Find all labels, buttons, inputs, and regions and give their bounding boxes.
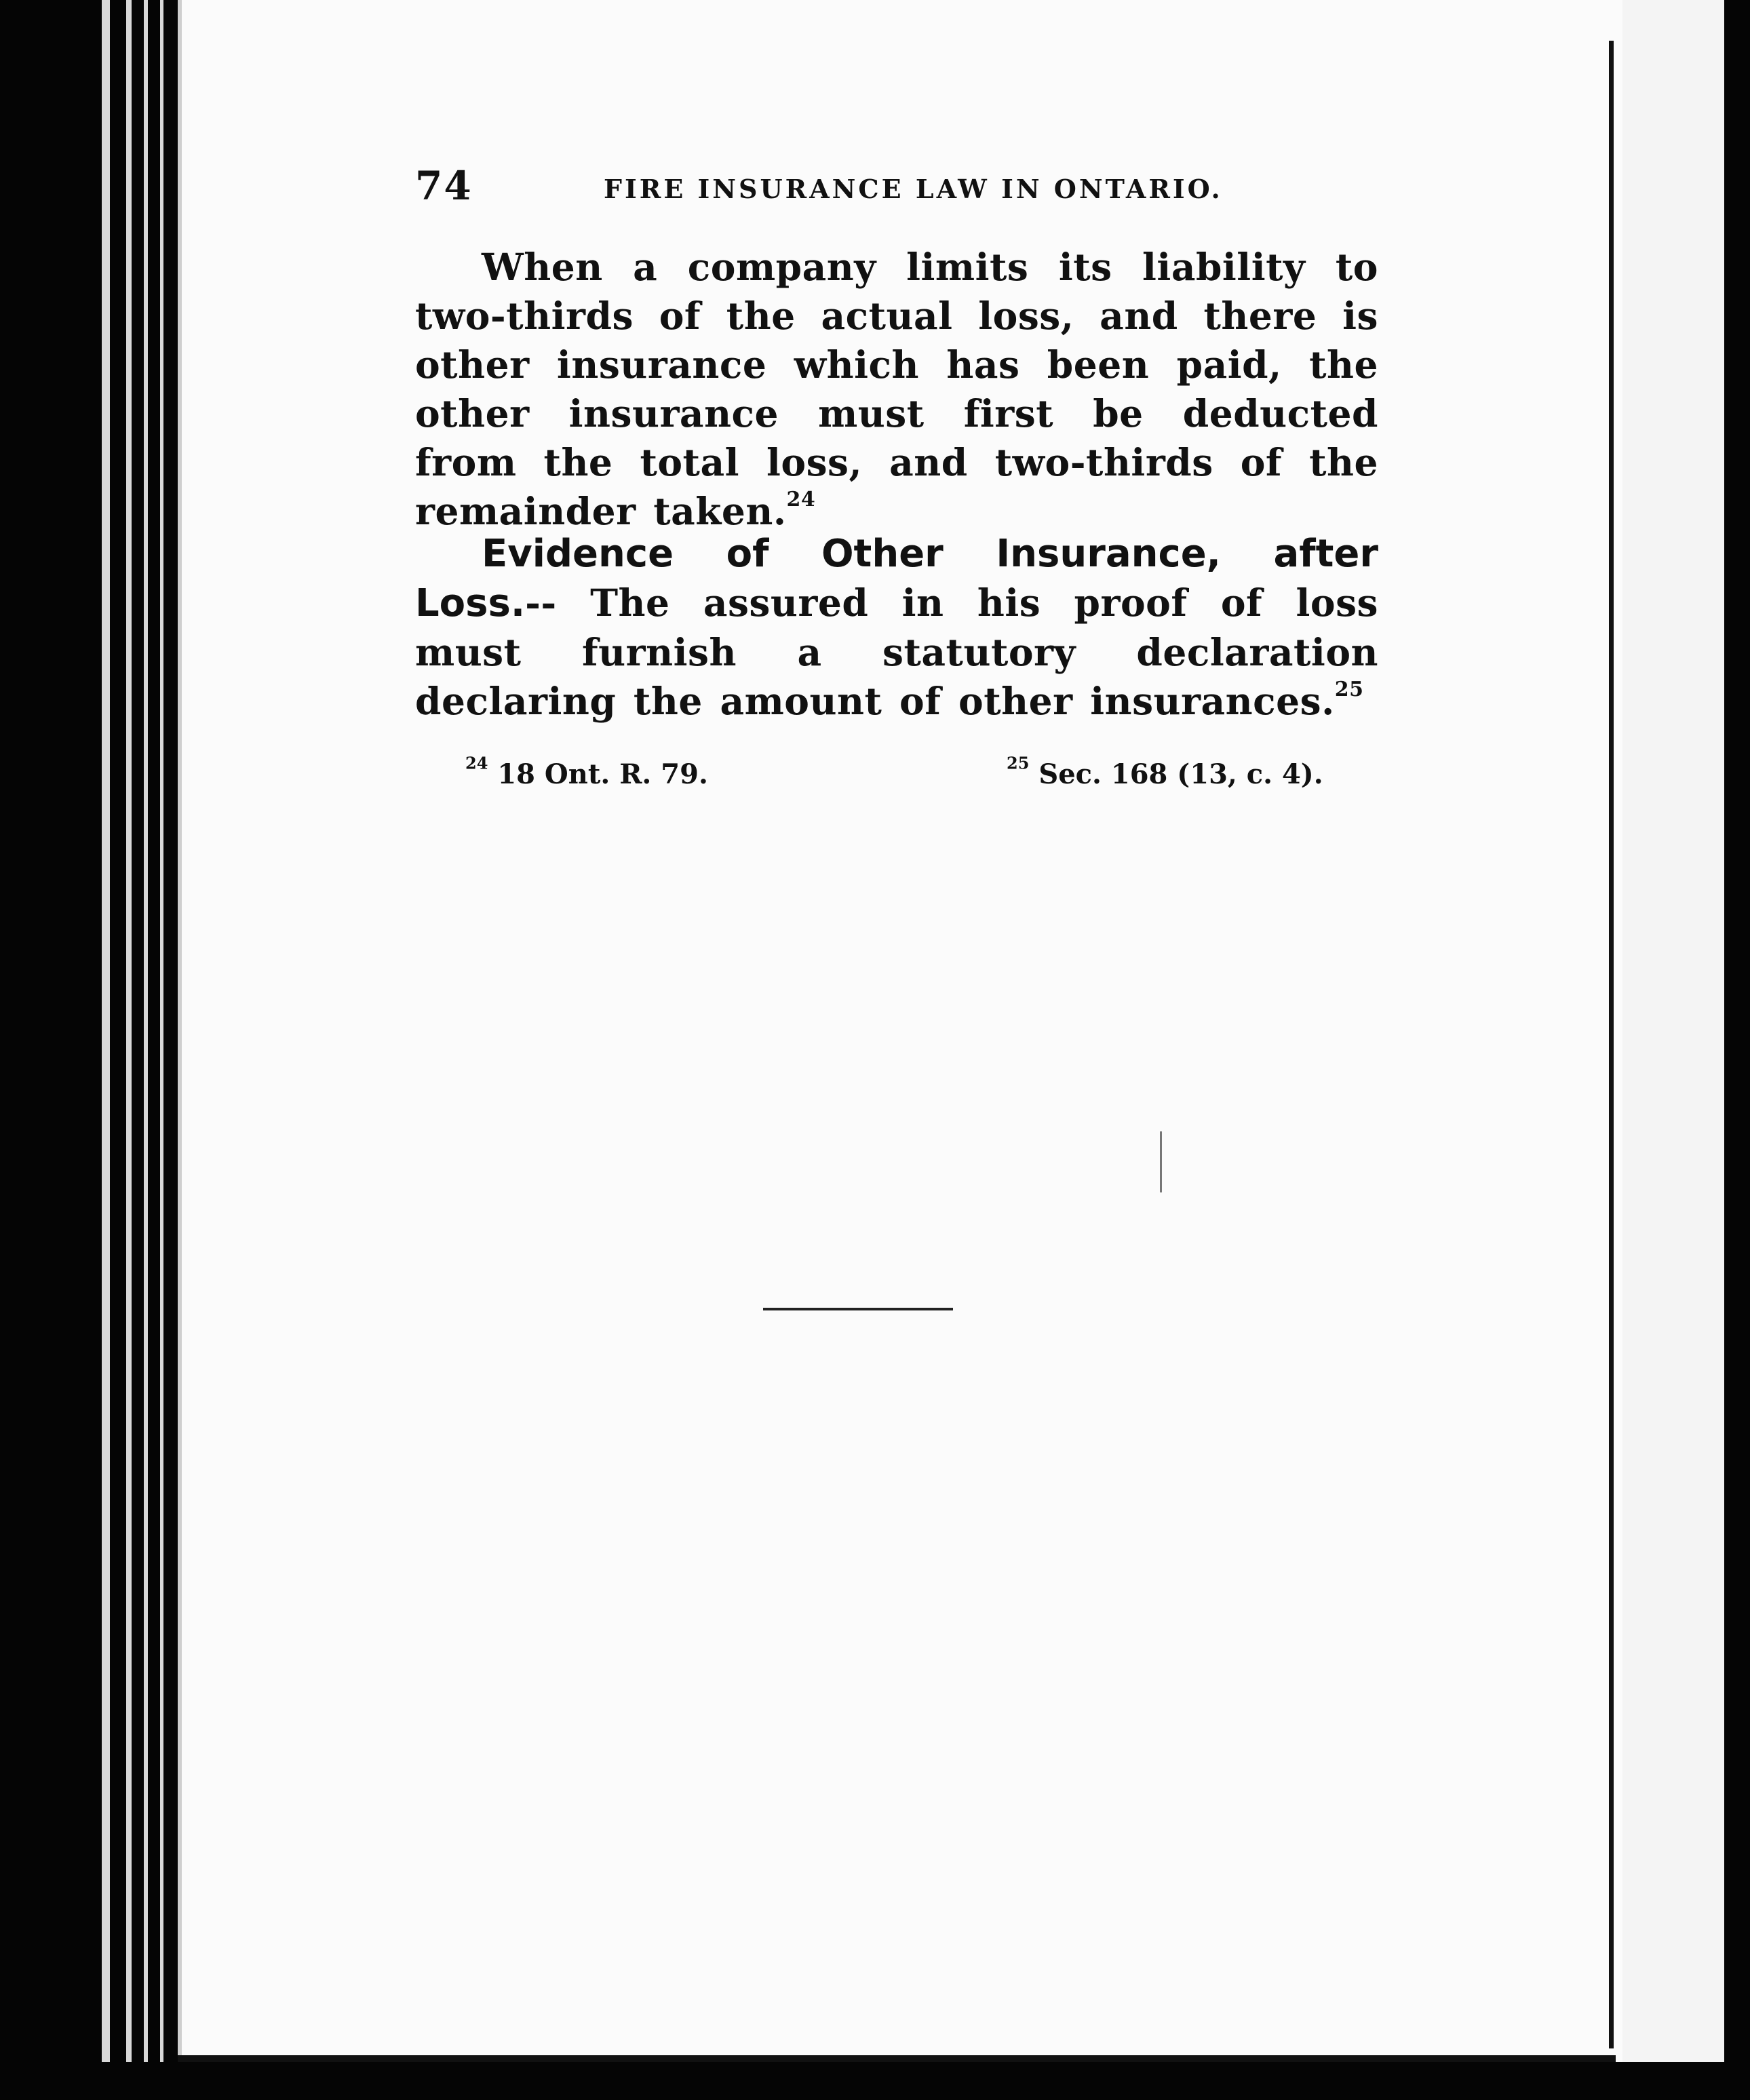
footnote-number: 25	[1007, 753, 1030, 773]
paragraph-text: The assured in his proof of loss must furnish a statutory declaration declaring the amount of other insurances.	[415, 581, 1378, 723]
book-edge-strip	[102, 0, 110, 2062]
page-bottom-border	[178, 2055, 1616, 2062]
stray-mark	[1160, 1131, 1162, 1192]
book-edge-strip	[160, 0, 163, 2062]
page-number: 74	[415, 163, 473, 209]
facing-page-edge	[1622, 0, 1724, 2062]
footnote	[1007, 753, 1323, 790]
paragraph-evidence-other-insurance	[415, 529, 1378, 726]
footnotes	[465, 753, 1347, 799]
section-end-rule	[763, 1308, 953, 1310]
footnote-reference: 25	[1334, 678, 1364, 701]
page-right-border	[1609, 41, 1614, 2048]
footnote-text: Sec. 168 (13, c. 4).	[1038, 758, 1323, 790]
footnote-number: 24	[465, 753, 488, 773]
book-edge-strip	[126, 0, 132, 2062]
heading-dash: --	[525, 581, 557, 625]
book-edge-strip	[144, 0, 148, 2062]
paragraph-liability-two-thirds	[415, 243, 1378, 536]
running-title: FIRE INSURANCE LAW IN ONTARIO.	[604, 174, 1223, 204]
running-head	[415, 163, 1385, 210]
section-heading: Evidence of Other Insurance, after Loss.	[415, 532, 1378, 625]
footnote-text: 18 Ont. R. 79.	[497, 758, 708, 790]
footnote	[465, 753, 708, 790]
paragraph-text: When a company limits its liability to two-thirds of the actual loss, and there is other insurance which has been paid, the other insurance must first be deducted from the total loss, and two-thirds of the remainder taken.	[415, 245, 1378, 533]
footnote-reference: 24	[786, 488, 816, 511]
